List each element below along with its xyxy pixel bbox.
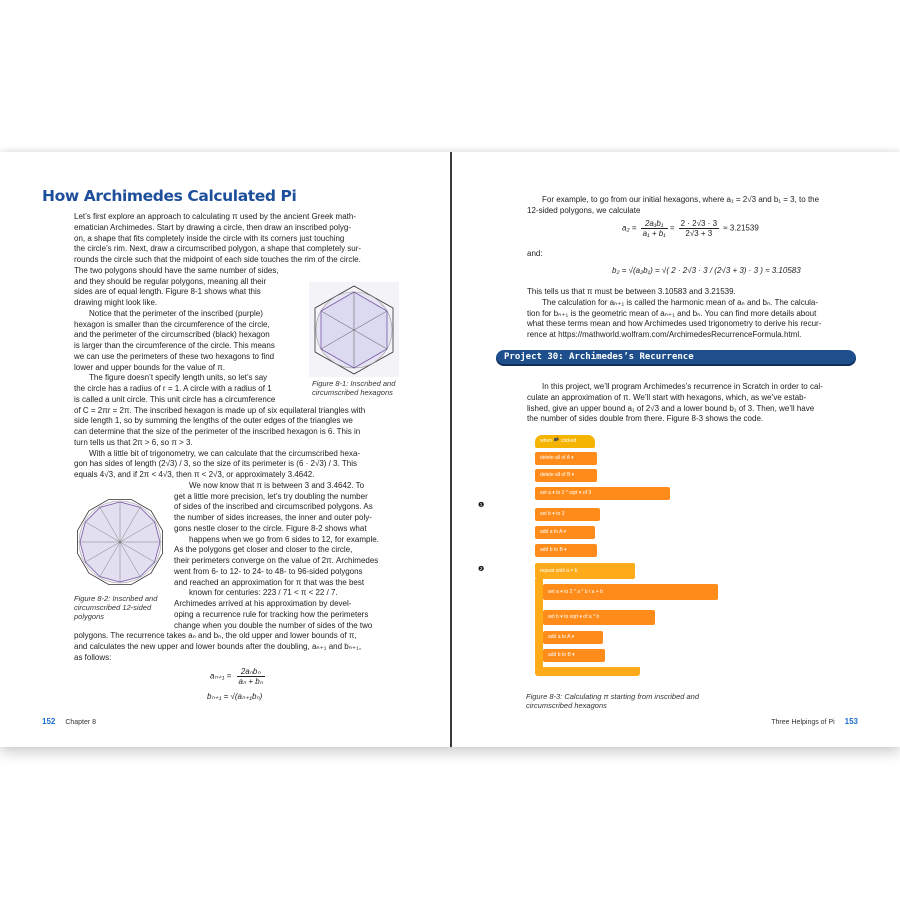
text-line: gons nestle closer to the circle. Figure 8-2 shows what	[174, 523, 367, 533]
text-line: as follows:	[74, 652, 112, 662]
text-line: drawing might look like.	[74, 298, 158, 307]
and-text: and:	[527, 249, 543, 258]
set-b-recurrence-block: set b ▾ to sqrt ▾ of a * b	[543, 610, 655, 625]
caption-line: Figure 8-3: Calculating π starting from inscribed and	[526, 692, 700, 701]
text-line: With a little bit of trigonometry, we can calculate that the circumscribed hexa-	[89, 448, 361, 458]
caption-line: circumscribed 12-sided	[74, 603, 152, 612]
equation-a2: a₂ = $\frac{\text{2a₁b₁}}{\text{a₁ + b₁}}$ = $\frac{2 \cdot 2√3 \cdot 3}{2√3 + 3}$ ≈ 3.21539	[622, 219, 759, 238]
delete-all-a-block: delete all of A ▾	[535, 452, 597, 465]
text-line: ematician Archimedes. Start by drawing a circle, then draw an inscribed polyg-	[74, 222, 352, 232]
section-heading: How Archimedes Calculated Pi	[42, 187, 297, 205]
text-line: As the polygons get closer and closer to the circle,	[174, 545, 353, 555]
book-spread	[0, 152, 900, 747]
text-line: The two polygons should have the same number of sides,	[74, 265, 279, 275]
text-line: of C = 2πr = 2π. The inscribed hexagon is made up of six equilateral triangles with	[74, 405, 366, 415]
text-line: turn tells us that 2π > 6, so π > 3.	[74, 437, 193, 447]
text-line: oping a recurrence rule for tracking how the perimeters	[174, 609, 369, 619]
caption-line: Figure 8-2: Inscribed and	[74, 594, 158, 603]
text-line: In this project, we’ll program Archimedes’s recurrence in Scratch in order to cal-	[542, 382, 823, 391]
text-line: on, a shape that fits completely inside the circle with its corners just touching	[74, 233, 345, 243]
caption-line: circumscribed hexagons	[312, 388, 393, 397]
text-line: what these terms mean and how Archimedes used trigonometry to derive his recur-	[527, 319, 822, 329]
banner-title: Project 30: Archimedes’s Recurrence	[504, 352, 694, 362]
eq-denominator: 2√3 + 3	[685, 229, 713, 238]
figure-1-caption	[312, 379, 395, 397]
callout-1: ❶	[478, 502, 485, 509]
eq-lhs: aₙ₊₁ =	[210, 671, 232, 681]
text-line: known for centuries: 223 / 71 < π < 22 / 7.	[189, 588, 338, 598]
text-line: hexagon is smaller than the circumference of the circle,	[74, 319, 270, 329]
text-line: Let’s first explore an approach to calculating π used by the ancient Greek math-	[74, 212, 356, 221]
figure-2-caption	[74, 594, 157, 621]
text-line: The figure doesn’t specify length units, so let’s say	[89, 373, 268, 383]
text-line: equals 4√3, and if 2π < 4√3, then π < 2√3, or approximately 3.4642.	[74, 470, 315, 479]
text-line: can determine that the size of the perimeter of the inscribed hexagon is 6. This in	[74, 427, 361, 436]
text-line: lower and upper bounds for the value of π.	[74, 362, 225, 372]
text-line: lished, give an upper bound a₁ of 2√3 and a lower bound b₁ of 3. Then, we’ll have	[527, 403, 815, 413]
text-line: the circle has a radius of r = 1. A circle with a radius of 1	[74, 384, 272, 393]
text-line: change when you double the number of sides of the two	[174, 620, 373, 630]
equation-b-next: bₙ₊₁ = √(aₙ₊₁bₙ)	[207, 692, 263, 701]
text-line: 12-sided polygons, we calculate	[527, 205, 641, 215]
text-line: sides are of equal length. Figure 8-1 shows what this	[74, 287, 261, 297]
text-line: their perimeters converge on the value of 2π. Archimedes	[174, 556, 379, 565]
text-line: of sides of the inscribed and circumscribed polygons. As	[174, 502, 373, 512]
eq-lhs: a₂ =	[622, 223, 637, 233]
running-head: Chapter 8	[65, 719, 97, 726]
text-line: we can use the perimeters of these two hexagons to find	[74, 351, 275, 361]
caption-line: Figure 8-1: Inscribed and	[312, 379, 396, 388]
figure-hexagons	[309, 282, 399, 377]
running-head: Three Helpings of Pi	[771, 719, 835, 726]
text-line: Archimedes arrived at his approximation by devel-	[174, 599, 352, 608]
text-line: tion for bₙ₊₁ is the geometric mean of aₙ₊₁ and bₙ. You can find more details about	[527, 308, 817, 318]
set-b-block: set b ▾ to 3	[535, 508, 600, 521]
page-number: 152	[42, 717, 56, 726]
text-line: is called a unit circle. This unit circle has a circumference	[74, 394, 276, 404]
text-line: Notice that the perimeter of the inscribed (purple)	[89, 308, 263, 318]
text-line: rounds the circle such that the midpoint of each side touches the rim of the circle.	[74, 255, 361, 264]
text-line: the circle’s rim. Next, draw a circumscribed polygon, a shape that completely sur-	[74, 244, 362, 254]
text-line: side length 1, so by summing the lengths of the outer edges of the triangles we	[74, 416, 353, 426]
text-line: the number of sides double from there. Figure 8-3 shows the code.	[527, 414, 764, 424]
text-line: the number of sides increases, the inner and outer poly-	[174, 513, 372, 522]
text-line: and the perimeter of the circumscribed (black) hexagon	[74, 330, 270, 340]
page-number: 153	[844, 717, 858, 726]
text-line: rence at https://mathworld.wolfram.com/ArchimedesRecurrenceFormula.html.	[527, 330, 802, 339]
when-flag-clicked-block: when 🏴 clicked	[535, 435, 595, 448]
eq-result: ≈ 3.21539	[723, 223, 759, 233]
set-a-recurrence-block: set a ▾ to 2 * a * b / a + b	[543, 584, 718, 600]
right-footer	[771, 717, 858, 726]
repeat-bottom-arm	[535, 667, 640, 676]
set-a-block: set a ▾ to 2 * sqrt ▾ of 3	[535, 487, 670, 500]
right-page	[452, 152, 900, 747]
text-line: The calculation for aₙ₊₁ is called the harmonic mean of aₙ and bₙ. The calcula-	[542, 297, 819, 307]
figure-dodecagons	[72, 494, 168, 590]
add-b-loop-block: add b to B ▾	[543, 649, 605, 662]
repeat-c-arm	[535, 579, 543, 667]
text-line: and reached an approximation for π that was the best	[174, 577, 365, 587]
text-line: We now know that π is between 3 and 3.4642. To	[189, 480, 365, 490]
eq-numerator: 2 · 2√3 · 3	[680, 219, 718, 228]
add-a-block: add a to A ▾	[535, 526, 595, 539]
add-a-loop-block: add a to A ▾	[543, 631, 603, 644]
text-line: culate an approximation of π. We’ll start with hexagons, which, as we’ve estab-	[527, 392, 807, 402]
text-line: is larger than the circumference of the circle. This means	[74, 341, 275, 350]
text-line: gon has sides of length (2√3) / 3, so the size of its perimeter is (6 · 2√3) / 3. This	[74, 459, 357, 469]
text-line: went from 6- to 12- to 24- to 48- to 96-sided polygons	[174, 566, 363, 576]
caption-line: circumscribed hexagons	[526, 701, 607, 710]
eq-numerator: 2a₁b₁	[641, 219, 668, 229]
add-b-block: add b to B ▾	[535, 544, 597, 557]
text-line: and calculates the new upper and lower bounds after the doubling, aₙ₊₁ and bₙ₊₁,	[74, 642, 362, 651]
text-line: This tells us that π must be between 3.10583 and 3.21539.	[527, 287, 736, 296]
eq-denominator: a₁ + b₁	[642, 229, 666, 238]
repeat-until-block: repeat until a = b	[535, 563, 635, 579]
text-line: and they should be regular polygons, meaning all their	[74, 276, 267, 286]
text-line: For example, to go from our initial hexagons, where a₁ = 2√3 and b₁ = 3, to the	[542, 195, 820, 204]
project-banner	[496, 350, 856, 366]
equation-b2: b₂ = √(a₂b₁) = √( 2 · 2√3 · 3 / (2√3 + 3) · 3 ) ≈ 3.10583	[612, 266, 801, 275]
eq-denominator: aₙ + bₙ	[238, 677, 263, 686]
text-line: happens when we go from 6 sides to 12, for example.	[189, 534, 379, 544]
left-page	[0, 152, 450, 747]
text-line: get a little more precision, let’s try doubling the number	[174, 491, 368, 501]
delete-all-b-block: delete all of B ▾	[535, 469, 597, 482]
caption-line: polygons	[74, 612, 105, 621]
eq-numerator: 2aₙbₙ	[237, 667, 265, 677]
figure-3-caption	[526, 692, 699, 710]
equation-a-next	[210, 667, 265, 686]
left-footer	[42, 717, 96, 726]
text-line: polygons. The recurrence takes aₙ and bₙ, the old upper and lower bounds of π,	[74, 631, 357, 641]
callout-2: ❷	[478, 566, 485, 573]
